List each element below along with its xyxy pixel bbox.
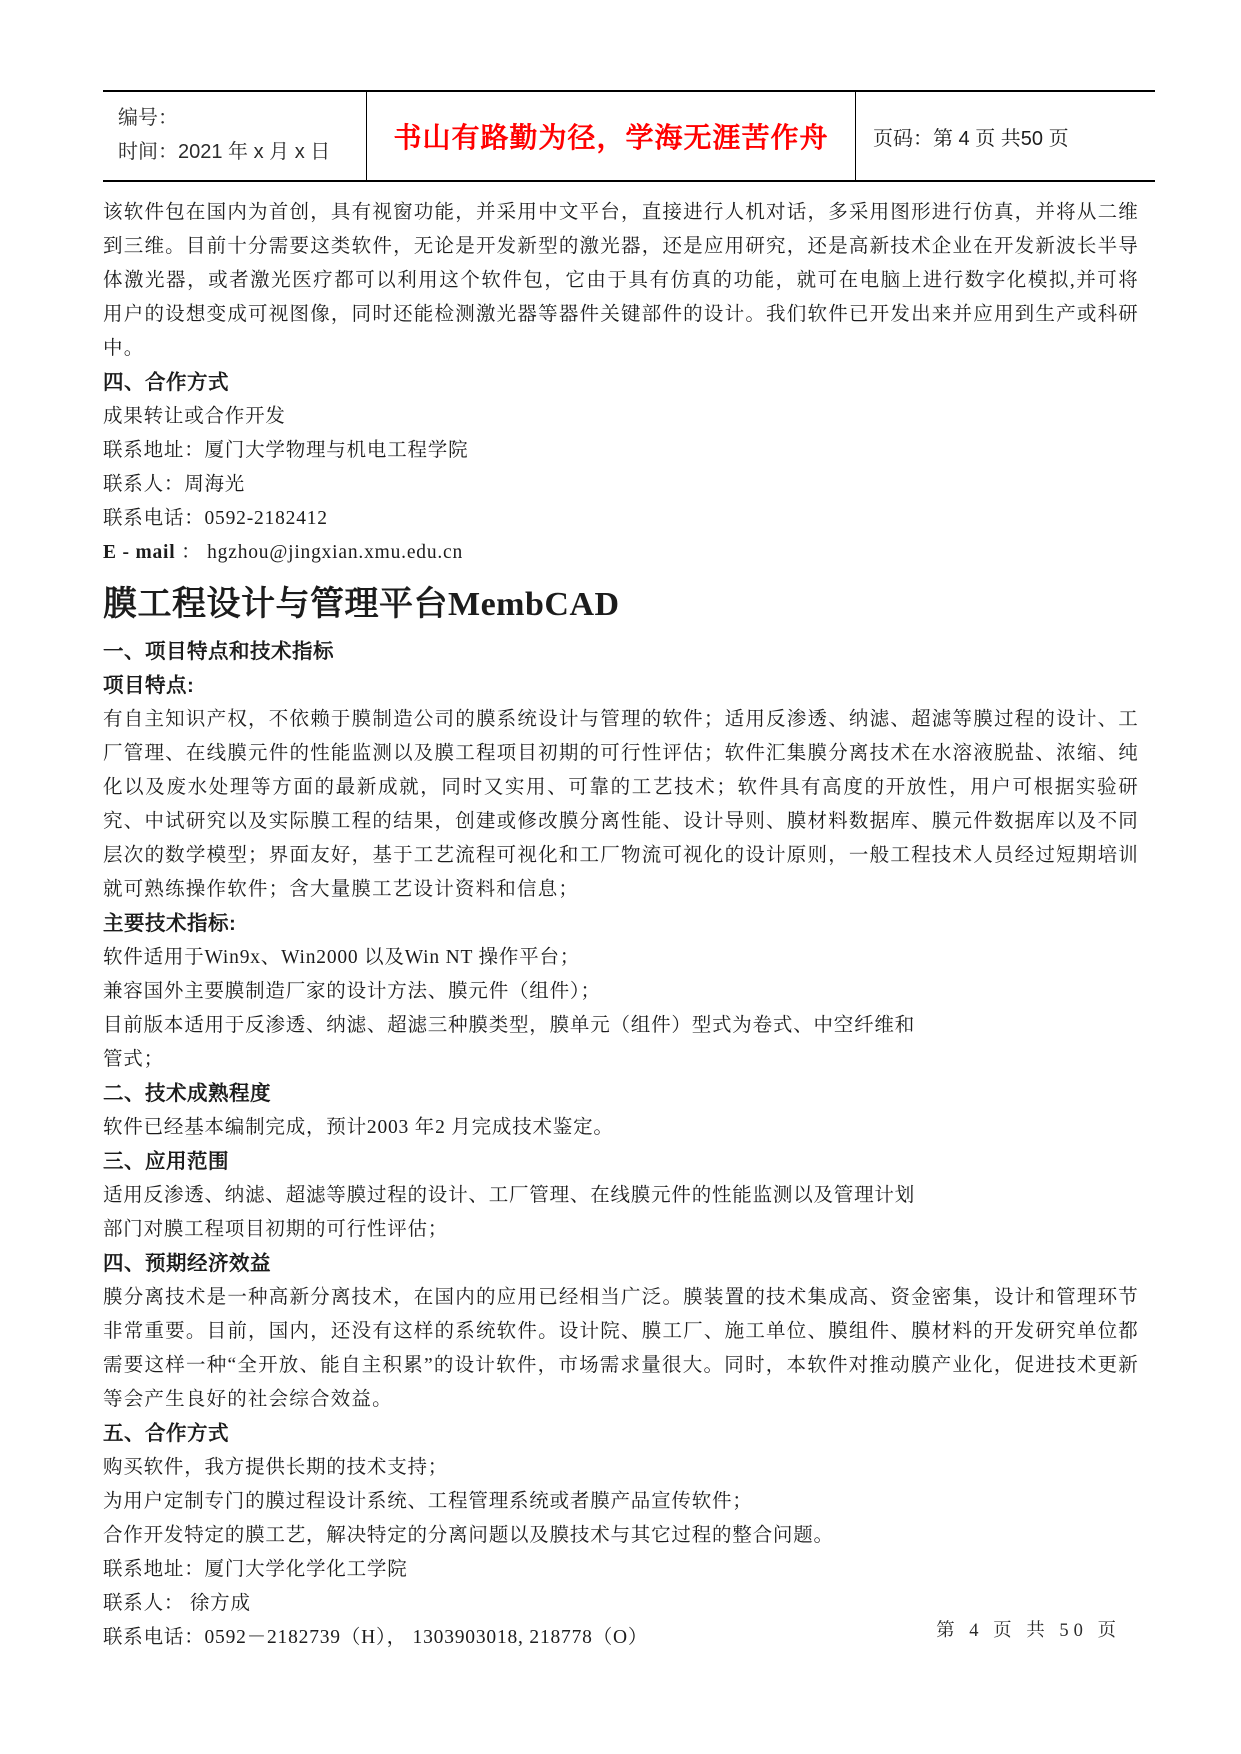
- text-line: 管式；: [103, 1049, 164, 1070]
- section-heading: 五、合作方式: [103, 1422, 229, 1445]
- header-time-label: 时间：2021 年 x 月 x 日: [118, 141, 331, 163]
- text-run: 膜工程设计与管理平台: [103, 585, 448, 623]
- document-title: [103, 582, 1139, 627]
- page-header-table: [103, 90, 1155, 182]
- text-line: 联系电话：0592-2182412: [103, 508, 328, 529]
- header-motto-text: 书山有路勤为径，学海无涯苦作舟: [393, 122, 829, 153]
- footer-page-info: 第 4 页 共 50 页: [936, 1621, 1121, 1641]
- text-line: 联系地址：厦门大学化学化工学院: [103, 1559, 408, 1580]
- text-line: 联系人： 徐方成: [103, 1593, 251, 1614]
- text-line: 软件适用于Win9x、Win2000 以及Win NT 操作平台；: [103, 947, 581, 968]
- header-info-cell: [103, 92, 367, 180]
- text-line: 适用反渗透、纳滤、超滤等膜过程的设计、工厂管理、在线膜元件的性能监测以及管理计划: [103, 1185, 916, 1206]
- sub-heading: 主要技术指标:: [103, 912, 237, 935]
- text-line: 联系地址：厦门大学物理与机电工程学院: [103, 440, 469, 461]
- section-heading: 三、应用范围: [103, 1150, 229, 1173]
- paragraph: 该软件包在国内为首创，具有视窗功能，并采用中文平台，直接进行人机对话，多采用图形进行仿真，并将从二维到三维。目前十分需要这类软件，无论是开发新型的激光器，还是应用研究，还是高新技术企业在开发新波长半导体激光器，或者激光医疗都可以利用这个软件包，它由于具有仿真的功能，就可在电脑上进行数字化模拟,并可将用户的设想变成可视图像，同时还能检测激光器等器件关键部件的设计。我们软件已开发出来并应用到生产或科研中。: [103, 202, 1139, 359]
- page-footer: [936, 1616, 1121, 1642]
- text-line: [103, 536, 1139, 570]
- section-heading: 一、项目特点和技术指标: [103, 640, 334, 663]
- text-run: E - mail: [103, 542, 176, 563]
- paragraph: 有自主知识产权，不依赖于膜制造公司的膜系统设计与管理的软件；适用反渗透、纳滤、超滤等膜过程的设计、工厂管理、在线膜元件的性能监测以及膜工程项目初期的可行性评估；软件汇集膜分离技术在水溶液脱盐、浓缩、纯化以及废水处理等方面的最新成就，同时又实用、可靠的工艺技术；软件具有高度的开放性，用户可根据实验研究、中试研究以及实际膜工程的结果，创建或修改膜分离性能、设计导则、膜材料数据库、膜元件数据库以及不同层次的数学模型；界面友好，基于工艺流程可视化和工厂物流可视化的设计原则，一般工程技术人员经过短期培训就可熟练操作软件；含大量膜工艺设计资料和信息；: [103, 709, 1139, 900]
- sub-heading: 项目特点:: [103, 674, 195, 697]
- document-body: [103, 196, 1139, 1655]
- text-line: 为用户定制专门的膜过程设计系统、工程管理系统或者膜产品宣传软件；: [103, 1491, 753, 1512]
- text-run: MembCAD: [448, 586, 620, 623]
- text-line: 部门对膜工程项目初期的可行性评估；: [103, 1219, 449, 1240]
- text-line: 合作开发特定的膜工艺，解决特定的分离问题以及膜技术与其它过程的整合问题。: [103, 1525, 834, 1546]
- text-line: 目前版本适用于反渗透、纳滤、超滤三种膜类型，膜单元（组件）型式为卷式、中空纤维和: [103, 1015, 916, 1036]
- text-line: 联系电话：0592－2182739（H）， 1303903018, 218778（O）: [103, 1627, 649, 1648]
- header-number-label: 编号：: [118, 107, 178, 129]
- section-heading: 四、合作方式: [103, 371, 229, 394]
- text-line: 软件已经基本编制完成，预计2003 年2 月完成技术鉴定。: [103, 1117, 614, 1138]
- text-line: 购买软件，我方提供长期的技术支持；: [103, 1457, 449, 1478]
- text-line: 成果转让或合作开发: [103, 406, 286, 427]
- header-page-cell: [856, 92, 1155, 180]
- text-line: 兼容国外主要膜制造厂家的设计方法、膜元件（组件）；: [103, 981, 601, 1002]
- header-page-label: 页码：第 4 页 共50 页: [873, 127, 1069, 150]
- paragraph: 膜分离技术是一种高新分离技术，在国内的应用已经相当广泛。膜装置的技术集成高、资金密集，设计和管理环节非常重要。目前，国内，还没有这样的系统软件。设计院、膜工厂、施工单位、膜组件、膜材料的开发研究单位都需要这样一种“全开放、能自主积累”的设计软件，市场需求量很大。同时，本软件对推动膜产业化，促进技术更新等会产生良好的社会综合效益。: [103, 1287, 1139, 1410]
- section-heading: 四、预期经济效益: [103, 1252, 271, 1275]
- text-line: 联系人：周海光: [103, 474, 246, 495]
- section-heading: 二、技术成熟程度: [103, 1082, 271, 1105]
- text-run: ： hgzhou@jingxian.xmu.edu.cn: [175, 542, 464, 563]
- header-motto-cell: [367, 92, 856, 180]
